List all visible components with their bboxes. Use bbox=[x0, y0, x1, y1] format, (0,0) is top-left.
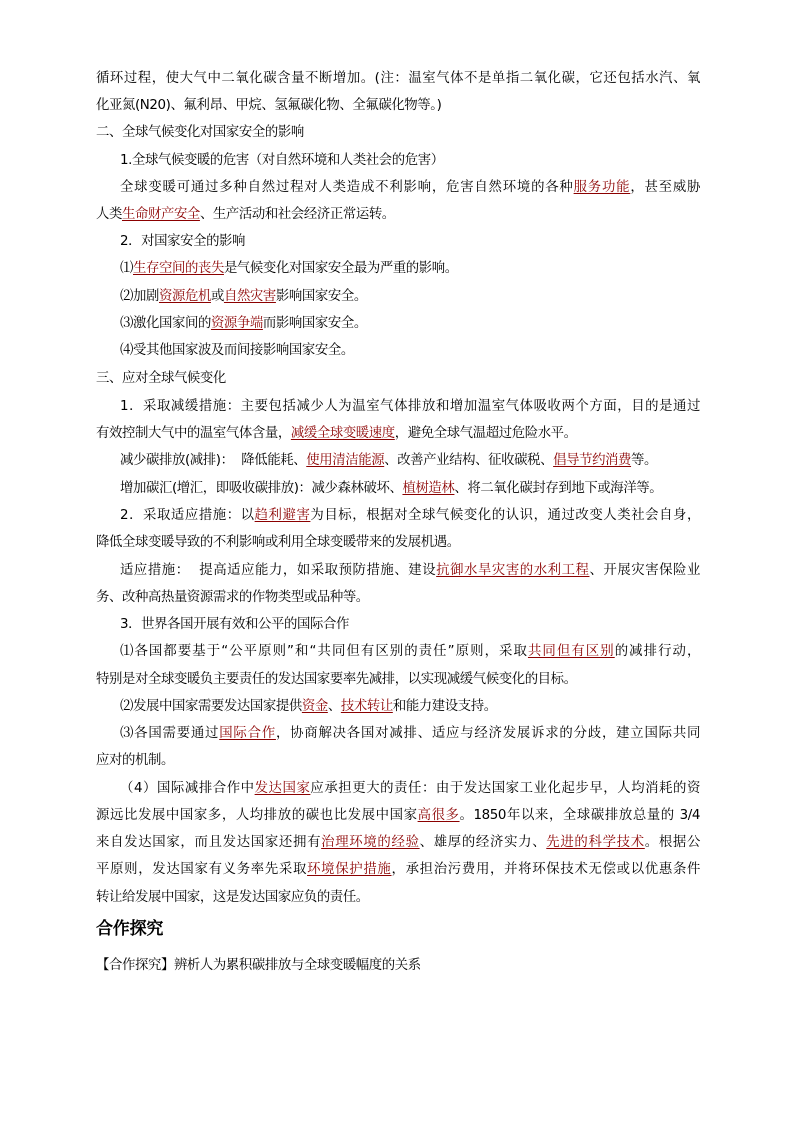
keyword-highlight: 倡导节约消费 bbox=[553, 453, 632, 468]
text-segment: ⑴各国都要基于“公平原则”和“共同但有区别的责任”原则，采取 bbox=[120, 644, 528, 659]
text-segment: 、 bbox=[327, 699, 341, 714]
text-segment: 、将二氧化碳封存到地下或海洋等。 bbox=[454, 481, 663, 496]
text-segment: 为目标，根据对全球气候变化的认识，通过改变人类社会自身， bbox=[310, 508, 700, 523]
keyword-highlight: 趋利避害 bbox=[254, 508, 311, 523]
text-segment: 循环过程，使大气中二氧化碳含量不断增加。(注：温室气体不是单指二氧化碳，它还包括水汽、氧 bbox=[96, 71, 700, 86]
text-line bbox=[120, 288, 700, 306]
keyword-highlight: 使用清洁能源 bbox=[306, 453, 385, 468]
text-segment: ⑴ bbox=[120, 261, 133, 276]
text-segment: 或 bbox=[210, 289, 224, 304]
text-segment: ⑶激化国家间的 bbox=[120, 316, 211, 331]
keyword-highlight: 发达国家 bbox=[254, 781, 311, 796]
text-line bbox=[120, 562, 700, 580]
text-segment: ⑷受其他国家波及而间接影响国家安全。 bbox=[120, 343, 354, 358]
keyword-highlight: 自然灾害 bbox=[223, 289, 276, 304]
text-line bbox=[120, 342, 700, 360]
text-segment: 适应措施： 提高适应能力，如采取预防措施、建设 bbox=[120, 563, 437, 578]
text-line bbox=[96, 957, 700, 975]
text-segment: 化亚氮(N20)、氟利昂、甲烷、氢氟碳化物、全氟碳化物等。) bbox=[96, 98, 442, 113]
text-segment: 、雄厚的经济实力、 bbox=[419, 835, 547, 850]
text-segment: 。根据公 bbox=[644, 835, 700, 850]
keyword-highlight: 资源争端 bbox=[210, 316, 263, 331]
text-line bbox=[120, 643, 700, 661]
keyword-highlight: 减缓全球变暖速度 bbox=[290, 426, 395, 441]
text-segment: 的减排行动， bbox=[614, 644, 701, 659]
text-line bbox=[120, 233, 700, 251]
text-segment: 三、应对全球气候变化 bbox=[96, 371, 226, 386]
text-segment: ，甚至威胁 bbox=[630, 180, 701, 195]
text-line bbox=[120, 507, 700, 525]
text-segment: 2．对国家安全的影响 bbox=[120, 234, 246, 249]
text-segment: 影响国家安全。 bbox=[275, 289, 367, 304]
keyword-highlight: 环境保护措施 bbox=[307, 862, 392, 877]
keyword-highlight: 植树造林 bbox=[402, 481, 455, 496]
text-line bbox=[120, 452, 700, 470]
text-segment: 来自发达国家，而且发达国家还拥有 bbox=[96, 835, 322, 850]
text-segment: 转让给发展中国家，这是发达国家应负的责任。 bbox=[96, 890, 369, 905]
text-segment: 等。 bbox=[631, 453, 658, 468]
text-segment: 和能力建设支持。 bbox=[392, 699, 497, 714]
text-line bbox=[120, 179, 700, 197]
text-line bbox=[120, 398, 700, 416]
text-line bbox=[96, 889, 700, 907]
text-segment: ⑵发展中国家需要发达国家提供 bbox=[120, 699, 302, 714]
text-segment: 增加碳汇(增汇，即吸收碳排放)：减少森林破坏、 bbox=[120, 481, 403, 496]
text-segment: 务、改种高热量资源需求的作物类型或品种等。 bbox=[96, 590, 369, 605]
text-segment: 、开展灾害保险业 bbox=[589, 563, 700, 578]
text-segment: 是气候变化对国家安全最为严重的影响。 bbox=[223, 261, 458, 276]
text-segment: 减少碳排放(减排)： 降低能耗、 bbox=[120, 453, 307, 468]
text-line bbox=[120, 725, 700, 743]
keyword-highlight: 治理环境的经验 bbox=[321, 835, 420, 850]
text-segment: ，承担治污费用，并将环保技术无偿或以优惠条件 bbox=[391, 862, 701, 877]
keyword-highlight: 先进的科学技术 bbox=[546, 835, 645, 850]
text-line bbox=[96, 861, 700, 879]
text-line bbox=[96, 124, 700, 142]
text-segment: （4）国际减排合作中 bbox=[120, 781, 255, 796]
text-segment: 源远比发展中国家多，人均排放的碳也比发展中国家 bbox=[96, 808, 418, 823]
text-segment: ，避免全球气温超过危险水平。 bbox=[394, 426, 577, 441]
keyword-highlight: 国际合作 bbox=[219, 726, 276, 741]
text-line bbox=[120, 780, 700, 798]
text-line bbox=[96, 97, 700, 115]
keyword-highlight: 服务功能 bbox=[573, 180, 631, 195]
text-segment: 人类 bbox=[96, 207, 122, 222]
keyword-highlight: 资源危机 bbox=[158, 289, 211, 304]
text-segment: 3．世界各国开展有效和公平的国际合作 bbox=[120, 617, 349, 632]
text-line bbox=[96, 589, 700, 607]
text-segment: 2．采取适应措施：以 bbox=[120, 508, 255, 523]
text-segment: 1.全球气候变暖的危害（对自然环境和人类社会的危害） bbox=[120, 153, 444, 168]
text-segment: 。1850年以来，全球碳排放总量的 3/4 bbox=[459, 808, 700, 823]
keyword-highlight: 共同但有区别 bbox=[527, 644, 615, 659]
keyword-highlight: 生存空间的丧失 bbox=[133, 261, 224, 276]
text-line bbox=[120, 152, 700, 170]
text-segment: 平原则，发达国家有义务率先采取 bbox=[96, 862, 308, 877]
text-line bbox=[96, 834, 700, 852]
text-line bbox=[96, 671, 700, 689]
text-segment: 而影响国家安全。 bbox=[262, 316, 367, 331]
keyword-highlight: 资金 bbox=[301, 699, 328, 714]
text-line bbox=[96, 807, 700, 825]
section-heading: 合作探究 bbox=[96, 919, 164, 939]
text-line bbox=[96, 370, 700, 388]
text-segment: 【合作探究】辨析人为累积碳排放与全球变暖幅度的关系 bbox=[96, 958, 421, 973]
text-line bbox=[120, 480, 700, 498]
text-segment: 有效控制大气中的温室气体含量， bbox=[96, 426, 291, 441]
keyword-highlight: 高很多 bbox=[417, 808, 460, 823]
text-segment: 特别是对全球变暖负主要责任的发达国家要率先减排，以实现减缓气候变化的目标。 bbox=[96, 672, 577, 687]
text-line bbox=[96, 752, 700, 770]
keyword-highlight: 技术转让 bbox=[340, 699, 393, 714]
text-line bbox=[96, 70, 700, 88]
text-segment: ，协商解决各国对减排、适应与经济发展诉求的分歧，建立国际共同 bbox=[275, 726, 701, 741]
text-line bbox=[120, 698, 700, 716]
text-segment: 降低全球变暖导致的不利影响或利用全球变暖带来的发展机遇。 bbox=[96, 535, 460, 550]
text-line bbox=[96, 534, 700, 552]
text-line bbox=[96, 425, 700, 443]
keyword-highlight: 生命财产安全 bbox=[121, 207, 200, 222]
keyword-highlight: 抗御水旱灾害的水利工程 bbox=[436, 563, 590, 578]
text-segment: 1．采取减缓措施：主要包括减少人为温室气体排放和增加温室气体吸收两个方面，目的是通过 bbox=[120, 399, 700, 414]
text-segment: 全球变暖可通过多种自然过程对人类造成不利影响，危害自然环境的各种 bbox=[120, 180, 574, 195]
text-line bbox=[120, 616, 700, 634]
text-line bbox=[96, 206, 700, 224]
text-segment: ⑶各国需要通过 bbox=[120, 726, 220, 741]
text-line bbox=[120, 260, 700, 278]
text-segment: 应对的机制。 bbox=[96, 753, 174, 768]
text-segment: 应承担更大的责任：由于发达国家工业化起步早，人均消耗的资 bbox=[310, 781, 700, 796]
text-segment: ⑵加剧 bbox=[120, 289, 159, 304]
text-segment: 、改善产业结构、征收碳税、 bbox=[384, 453, 554, 468]
text-segment: 、生产活动和社会经济正常运转。 bbox=[199, 207, 395, 222]
text-line bbox=[120, 315, 700, 333]
text-segment: 二、全球气候变化对国家安全的影响 bbox=[96, 125, 304, 140]
